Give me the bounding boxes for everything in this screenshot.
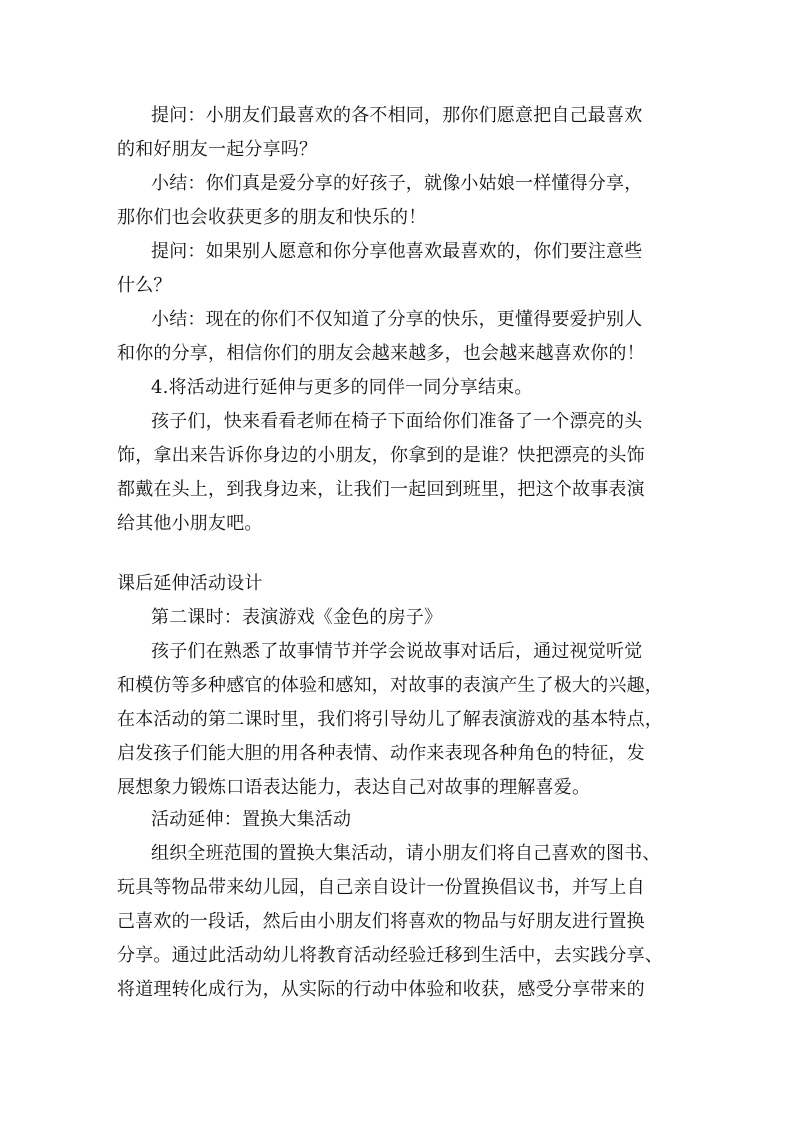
text-line: 己喜欢的一段话，然后由小朋友们将喜欢的物品与好朋友进行置换 [117, 911, 645, 932]
text-line: 饰，拿出来告诉你身边的小朋友，你拿到的是谁？快把漂亮的头饰 [117, 445, 645, 466]
text-line: 小结：你们真是爱分享的好孩子，就像小姑娘一样懂得分享， [151, 173, 643, 194]
list-item-4: 4.将活动进行延伸与更多的同伴一同分享结束。 [151, 377, 533, 398]
text-line: 的和好朋友一起分享吗？ [117, 139, 318, 160]
subheading: 第二课时：表演游戏《金色的房子》 [151, 607, 443, 628]
text-line: 孩子们，快来看看老师在椅子下面给你们准备了一个漂亮的头 [151, 411, 643, 432]
text-line: 和你的分享，相信你们的朋友会越来越多，也会越来越喜欢你的！ [117, 343, 645, 364]
text-line: 那你们也会收获更多的朋友和快乐的！ [117, 207, 427, 228]
text-line: 小结：现在的你们不仅知道了分享的快乐，更懂得要爱护别人 [151, 309, 643, 330]
text-line: 提问：小朋友们最喜欢的各不相同，那你们愿意把自己最喜欢 [151, 105, 643, 126]
text-line: 分享。通过此活动幼儿将教育活动经验迁移到生活中，去实践分享、 [117, 945, 663, 966]
text-line: 启发孩子们能大胆的用各种表情、动作来表现各种角色的特征，发 [117, 743, 645, 764]
text-line: 组织全班范围的置换大集活动，请小朋友们将自己喜欢的图书、 [151, 843, 661, 864]
text-line: 将道理转化成行为，从实际的行动中体验和收获，感受分享带来的 [117, 979, 645, 1000]
text-line: 给其他小朋友吧。 [117, 513, 263, 534]
text-line: 在本活动的第二课时里，我们将引导幼儿了解表演游戏的基本特点， [117, 709, 663, 730]
section-heading: 课后延伸活动设计 [117, 573, 263, 594]
text-line: 提问：如果别人愿意和你分享他喜欢最喜欢的，你们要注意些 [151, 241, 643, 262]
text-line: 孩子们在熟悉了故事情节并学会说故事对话后，通过视觉听觉 [151, 641, 643, 662]
subheading: 活动延伸：置换大集活动 [151, 809, 352, 830]
text-line: 玩具等物品带来幼儿园，自己亲自设计一份置换倡议书，并写上自 [117, 877, 645, 898]
text-line: 展想象力锻炼口语表达能力，表达自己对故事的理解喜爱。 [117, 777, 591, 798]
text-line: 什么？ [117, 275, 172, 296]
text-line: 都戴在头上，到我身边来，让我们一起回到班里，把这个故事表演 [117, 479, 645, 500]
text-line: 和模仿等多种感官的体验和感知，对故事的表演产生了极大的兴趣， [117, 675, 663, 696]
